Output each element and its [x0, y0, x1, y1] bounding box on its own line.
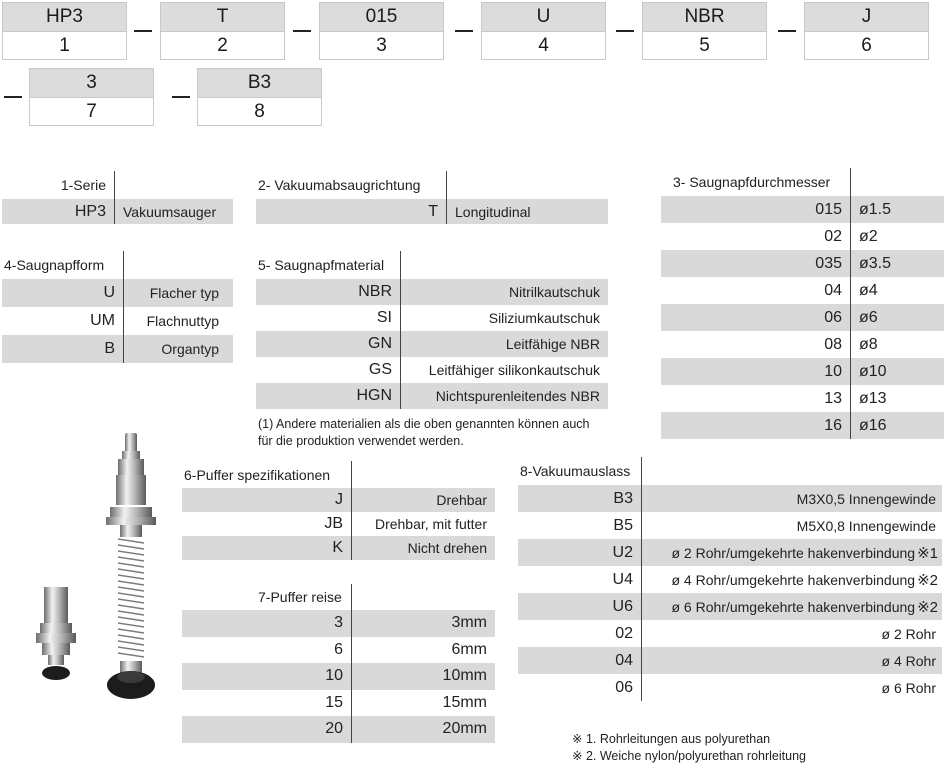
code-index: 5 [643, 31, 766, 59]
table-header [256, 171, 608, 199]
table-row [661, 358, 944, 385]
row-desc: 10mm [442, 667, 487, 685]
row-code: 035 [661, 250, 851, 277]
row-code: 015 [661, 196, 851, 223]
table-row [518, 539, 942, 566]
table-row [2, 279, 233, 307]
code-index: 3 [320, 31, 443, 59]
row-desc: 15mm [442, 693, 487, 711]
diameter-table [661, 168, 944, 439]
row-code: 6 [182, 637, 352, 664]
code-segment-7 [29, 68, 154, 126]
table-row [182, 663, 495, 690]
row-code: 3 [182, 610, 352, 637]
outlet-footnotes [572, 731, 806, 765]
row-desc: ø 2 Rohr/umgekehrte hakenverbindung [671, 544, 916, 561]
table-row [661, 277, 944, 304]
row-code: U6 [518, 593, 642, 620]
row-desc: M5X0,8 Innengewinde [796, 517, 936, 534]
row-desc-cell [642, 647, 942, 674]
row-desc: Leitfähiger silikonkautschuk [428, 362, 600, 378]
row-desc: Siliziumkautschuk [488, 310, 600, 326]
table-row [182, 716, 495, 743]
buffer-spec-table [182, 461, 495, 560]
code-segment-3 [319, 2, 444, 60]
row-code: UM [2, 307, 124, 335]
row-desc: Vakuumsauger [123, 203, 217, 220]
row-desc: Flacher typ [149, 285, 219, 301]
direction-table [256, 171, 608, 224]
table-row [256, 331, 608, 357]
code-dash [4, 96, 22, 98]
table-row [518, 647, 942, 674]
row-code: U [2, 279, 124, 307]
code-segment-4 [481, 2, 606, 60]
row-desc: Leitfähige NBR [505, 336, 600, 352]
row-code: 15 [182, 690, 352, 717]
code-value: J [805, 3, 928, 31]
table-row [2, 199, 233, 224]
table-row [518, 512, 942, 539]
vacuum-suction-cup-illustrations [20, 425, 180, 715]
table-row [256, 383, 608, 409]
row-code: 04 [518, 647, 642, 674]
row-desc: Flachnuttyp [146, 313, 219, 329]
row-desc-cell [642, 593, 942, 620]
code-segment-5 [642, 2, 767, 60]
table-row [182, 610, 495, 637]
row-code: B [2, 335, 124, 363]
table-row [661, 412, 944, 439]
row-code: 16 [661, 412, 851, 439]
row-desc: 20mm [442, 720, 487, 738]
table-row [2, 335, 233, 363]
outlet-table [518, 457, 942, 701]
table-row [518, 485, 942, 512]
code-dash [172, 96, 190, 98]
row-code: B3 [518, 485, 642, 512]
code-value: NBR [643, 3, 766, 31]
row-code: U4 [518, 566, 642, 593]
row-desc: ø1.5 [859, 200, 892, 218]
row-code: 20 [182, 716, 352, 743]
row-desc: ø16 [859, 416, 887, 434]
table-header [2, 251, 233, 279]
row-code: JB [182, 512, 352, 536]
material-table [256, 251, 608, 409]
long-suction-cup-icon [106, 433, 156, 699]
table-row [661, 331, 944, 358]
row-desc: M3X0,5 Innengewinde [796, 490, 936, 507]
table-row [518, 566, 942, 593]
code-index: 4 [482, 31, 605, 59]
table-row [182, 690, 495, 717]
table-title: 7-Puffer reise [182, 584, 352, 610]
material-note: (1) Andere materialien als die oben genannten können auch für die produktion verwendet werden. [258, 417, 590, 448]
code-value: T [161, 3, 284, 31]
row-code: 10 [661, 358, 851, 385]
row-code: 02 [661, 223, 851, 250]
short-suction-cup-icon [36, 587, 76, 680]
row-desc-cell [642, 620, 942, 647]
row-code: J [182, 488, 352, 512]
table-row [518, 674, 942, 701]
code-index: 2 [161, 31, 284, 59]
table-row [256, 357, 608, 383]
code-dash [293, 30, 311, 32]
row-code: K [182, 536, 352, 560]
table-row [182, 536, 495, 560]
row-code: GS [256, 357, 401, 383]
row-desc: ø13 [859, 389, 887, 407]
row-desc: ø 4 Rohr/umgekehrte hakenverbindung [671, 571, 916, 588]
code-value: 015 [320, 3, 443, 31]
table-title: 8-Vakuumauslass [518, 457, 642, 485]
row-desc: 3mm [451, 614, 487, 632]
code-index: 7 [30, 97, 153, 125]
code-value: 3 [30, 69, 153, 97]
row-desc-cell [642, 539, 942, 566]
row-desc: ø2 [859, 227, 878, 245]
table-title: 4-Saugnapfform [2, 251, 124, 279]
series-table [2, 171, 233, 224]
row-footnote-mark: ※2 [917, 571, 938, 589]
row-desc: ø 4 Rohr [881, 652, 936, 669]
table-title: 1-Serie [2, 171, 115, 199]
code-segment-6 [804, 2, 929, 60]
row-desc-cell [642, 512, 942, 539]
table-header [256, 251, 608, 279]
row-desc: ø4 [859, 281, 878, 299]
table-header [182, 584, 495, 610]
row-code: 02 [518, 620, 642, 647]
row-footnote-mark: ※2 [917, 598, 938, 616]
table-title: 3- Saugnapfdurchmesser [661, 168, 851, 196]
row-code: 06 [518, 674, 642, 701]
code-dash [778, 30, 796, 32]
code-dash [616, 30, 634, 32]
row-code: SI [256, 305, 401, 331]
code-value: U [482, 3, 605, 31]
code-index: 8 [198, 97, 321, 125]
row-desc-cell [642, 674, 942, 701]
row-desc: ø10 [859, 362, 887, 380]
row-code: 04 [661, 277, 851, 304]
table-row [182, 488, 495, 512]
footnote-2: ※ 2. Weiche nylon/polyurethan rohrleitung [572, 749, 806, 763]
row-desc: Nitrilkautschuk [508, 284, 600, 300]
buffer-travel-table [182, 584, 495, 743]
code-segment-8 [197, 68, 322, 126]
row-desc: ø 2 Rohr [881, 625, 936, 642]
table-row [518, 593, 942, 620]
row-code: 08 [661, 331, 851, 358]
row-code: B5 [518, 512, 642, 539]
table-header [2, 171, 233, 199]
row-code: U2 [518, 539, 642, 566]
row-desc: Nicht drehen [407, 540, 487, 556]
table-row [256, 199, 608, 224]
row-desc: ø 6 Rohr [881, 679, 936, 696]
footnote-1: ※ 1. Rohrleitungen aus polyurethan [572, 732, 771, 746]
row-footnote-mark: ※1 [917, 544, 938, 562]
table-row [182, 512, 495, 536]
table-row [256, 279, 608, 305]
table-header [518, 457, 942, 485]
code-segment-1 [2, 2, 127, 60]
row-desc: 6mm [451, 640, 487, 658]
code-index: 1 [3, 31, 126, 59]
code-value: B3 [198, 69, 321, 97]
code-index: 6 [805, 31, 928, 59]
code-dash [455, 30, 473, 32]
table-title: 5- Saugnapfmaterial [256, 251, 401, 279]
table-row [661, 196, 944, 223]
row-desc: Organtyp [161, 341, 219, 357]
row-code: HP3 [2, 199, 115, 224]
table-header [661, 168, 944, 196]
row-desc-cell [642, 566, 942, 593]
row-code: T [256, 199, 447, 224]
row-desc: ø6 [859, 308, 878, 326]
row-code: 10 [182, 663, 352, 690]
code-dash [134, 30, 152, 32]
row-desc: Drehbar, mit futter [374, 516, 487, 532]
code-segment-2 [160, 2, 285, 60]
table-row [661, 250, 944, 277]
row-code: 13 [661, 385, 851, 412]
table-row [661, 223, 944, 250]
table-title: 6-Puffer spezifikationen [182, 461, 352, 488]
row-desc: Nichtspurenleitendes NBR [435, 388, 600, 404]
table-row [2, 307, 233, 335]
row-desc: ø 6 Rohr/umgekehrte hakenverbindung [671, 598, 916, 615]
row-desc: ø3.5 [859, 254, 892, 272]
row-code: HGN [256, 383, 401, 409]
row-code: GN [256, 331, 401, 357]
code-value: HP3 [3, 3, 126, 31]
table-header [182, 461, 495, 488]
table-row [182, 637, 495, 664]
shape-table [2, 251, 233, 363]
table-row [661, 385, 944, 412]
table-row [661, 304, 944, 331]
row-code: NBR [256, 279, 401, 305]
row-desc: Drehbar [436, 492, 487, 508]
row-code: 06 [661, 304, 851, 331]
row-desc-cell [642, 485, 942, 512]
table-row [518, 620, 942, 647]
row-desc: Longitudinal [455, 203, 531, 220]
row-desc: ø8 [859, 335, 878, 353]
table-row [256, 305, 608, 331]
table-title: 2- Vakuumabsaugrichtung [256, 171, 447, 199]
